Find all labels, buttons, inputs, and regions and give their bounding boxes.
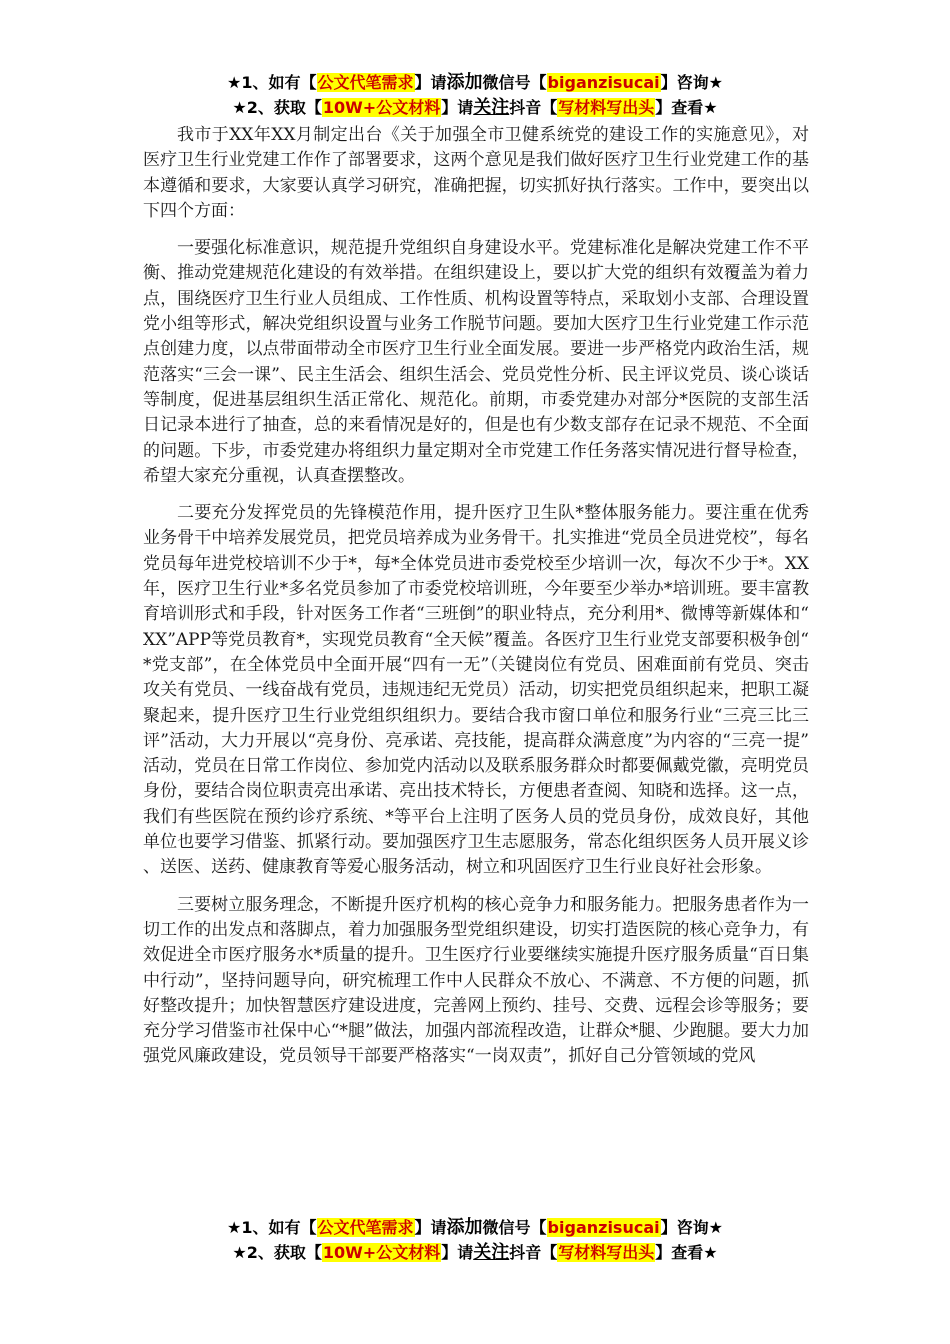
promo-text: 】查看★ <box>655 1243 718 1262</box>
promo-text: ★1、如有【 <box>227 73 317 92</box>
promo-line-2 <box>0 1240 950 1265</box>
paragraph-point-1: 一要强化标准意识，规范提升党组织自身建设水平。党建标准化是解决党建工作不平衡、推动党建规范化建设的有效举措。在组织建设上，要以扩大党的组织有效覆盖为着力点，围绕医疗卫生行业人员组成、工作性质、机构设置等特点，采取划小支部、合理设置党小组等形式，解决党组织设置与业务工作脱节问题。要加大医疗卫生行业党建工作示范点创建力度，以点带面带动全市医疗卫生行业全面发展。要进一步严格党内政治生活，规范落实“三会一课”、民主生活会、组织生活会、党员党性分析、民主评议党员、谈心谈话等制度，促进基层组织生活正常化、规范化。前期，市委党建办对部分*医院的支部生活日记录本进行了抽查，总的来看情况是好的，但是也有少数支部存在记录不规范、不全面的问题。下步，市委党建办将组织力量定期对全市党建工作任务落实情况进行督导检查，希望大家充分重视，认真查摆整改。 <box>143 238 809 486</box>
promo-highlight: 公文代笔需求 <box>317 73 414 92</box>
promo-text: 】咨询★ <box>660 73 723 92</box>
promo-highlight: 写材料写出头 <box>558 98 655 117</box>
promo-text: 】查看★ <box>655 98 718 117</box>
promo-text: 】请 <box>414 1218 447 1237</box>
paragraph-point-3: 三要树立服务理念，不断提升医疗机构的核心竞争力和服务能力。把服务患者作为一切工作的出发点和落脚点，着力加强服务型党组织建设，切实打造医院的核心竞争力，有效促进全市医疗服务水*质量的提升。卫生医疗行业要继续实施提升医疗服务质量“百日集中行动”，坚持问题导向，研究梳理工作中人民群众不放心、不满意、不方便的问题，抓好整改提升；加快智慧医疗建设进度，完善网上预约、挂号、交费、远程会诊等服务；要充分学习借鉴市社保中心“*腿”做法，加强内部流程改造，让群众*腿、少跑腿。要大力加强党风廉政建设，党员领导干部要严格落实“一岗双责”，抓好自己分管领域的党风 <box>143 894 809 1067</box>
promo-text: ★2、获取【 <box>232 98 322 117</box>
promo-text: ★1、如有【 <box>227 1218 317 1237</box>
promo-text: 微信号【 <box>482 1218 547 1237</box>
promo-text: 】咨询★ <box>660 1218 723 1237</box>
promo-emphasis: 关注 <box>473 1242 510 1263</box>
promo-highlight: biganzisucai <box>547 1218 660 1237</box>
document-body <box>143 123 809 1082</box>
promo-highlight: 10W+公文材料 <box>322 1243 441 1262</box>
promo-text: 抖音【 <box>509 1243 558 1262</box>
promo-emphasis: 添加 <box>446 72 483 93</box>
paragraph-intro: 我市于XX年XX月制定出台《关于加强全市卫健系统党的建设工作的实施意见》，对医疗卫生行业党建工作作了部署要求，这两个意见是我们做好医疗卫生行业党建工作的基本遵循和要求，大家要认真学习研究，准确把握，切实抓好执行落实。工作中，要突出以下四个方面： <box>143 125 809 221</box>
promo-emphasis: 添加 <box>446 1217 483 1238</box>
promo-text: 】请 <box>441 98 474 117</box>
promo-text: 】请 <box>414 73 447 92</box>
bottom-promo-banner <box>0 1215 950 1265</box>
promo-highlight: 10W+公文材料 <box>322 98 441 117</box>
promo-line-2 <box>0 95 950 120</box>
promo-highlight: 写材料写出头 <box>558 1243 655 1262</box>
promo-text: ★2、获取【 <box>232 1243 322 1262</box>
promo-emphasis: 关注 <box>473 97 510 118</box>
promo-line-1 <box>0 70 950 95</box>
paragraph-point-2: 二要充分发挥党员的先锋模范作用，提升医疗卫生队*整体服务能力。要注重在优秀业务骨干中培养发展党员，把党员培养成为业务骨干。扎实推进“党员全员进党校”，每名党员每年进党校培训不少于*，每*全体党员进市委党校至少培训一次，每次不少于*。XX年，医疗卫生行业*多名党员参加了市委党校培训班，今年要至少举办*培训班。要丰富教育培训形式和手段，针对医务工作者“三班倒”的职业特点，充分利用*、微博等新媒体和“XX”APP等党员教育*，实现党员教育“全天候”覆盖。各医疗卫生行业党支部要积极争创“*党支部”，在全体党员中全面开展“四有一无”（关键岗位有党员、困难面前有党员、突击攻关有党员、一线奋战有党员，违规违纪无党员）活动，切实把党员组织起来，把职工凝聚起来，提升医疗卫生行业党组织组织力。要结合我市窗口单位和服务行业“三亮三比三评”活动，大力开展以“亮身份、亮承诺、亮技能，提高群众满意度”为内容的“三亮一提”活动，党员在日常工作岗位、参加党内活动以及联系服务群众时都要佩戴党徽，亮明党员身份，要结合岗位职责亮出承诺、亮出技术特长，方便患者查阅、知晓和选择。这一点，我们有些医院在预约诊疗系统、*等平台上注明了医务人员的党员身份，成效良好，其他单位也要学习借鉴、抓紧行动。要加强医疗卫生志愿服务，常态化组织医务人员开展义诊、送医、送药、健康教育等爱心服务活动，树立和巩固医疗卫生行业良好社会形象。 <box>143 503 809 878</box>
promo-text: 】请 <box>441 1243 474 1262</box>
promo-highlight: biganzisucai <box>547 73 660 92</box>
promo-line-1 <box>0 1215 950 1240</box>
promo-text: 抖音【 <box>509 98 558 117</box>
promo-highlight: 公文代笔需求 <box>317 1218 414 1237</box>
promo-text: 微信号【 <box>482 73 547 92</box>
top-promo-banner <box>0 70 950 120</box>
